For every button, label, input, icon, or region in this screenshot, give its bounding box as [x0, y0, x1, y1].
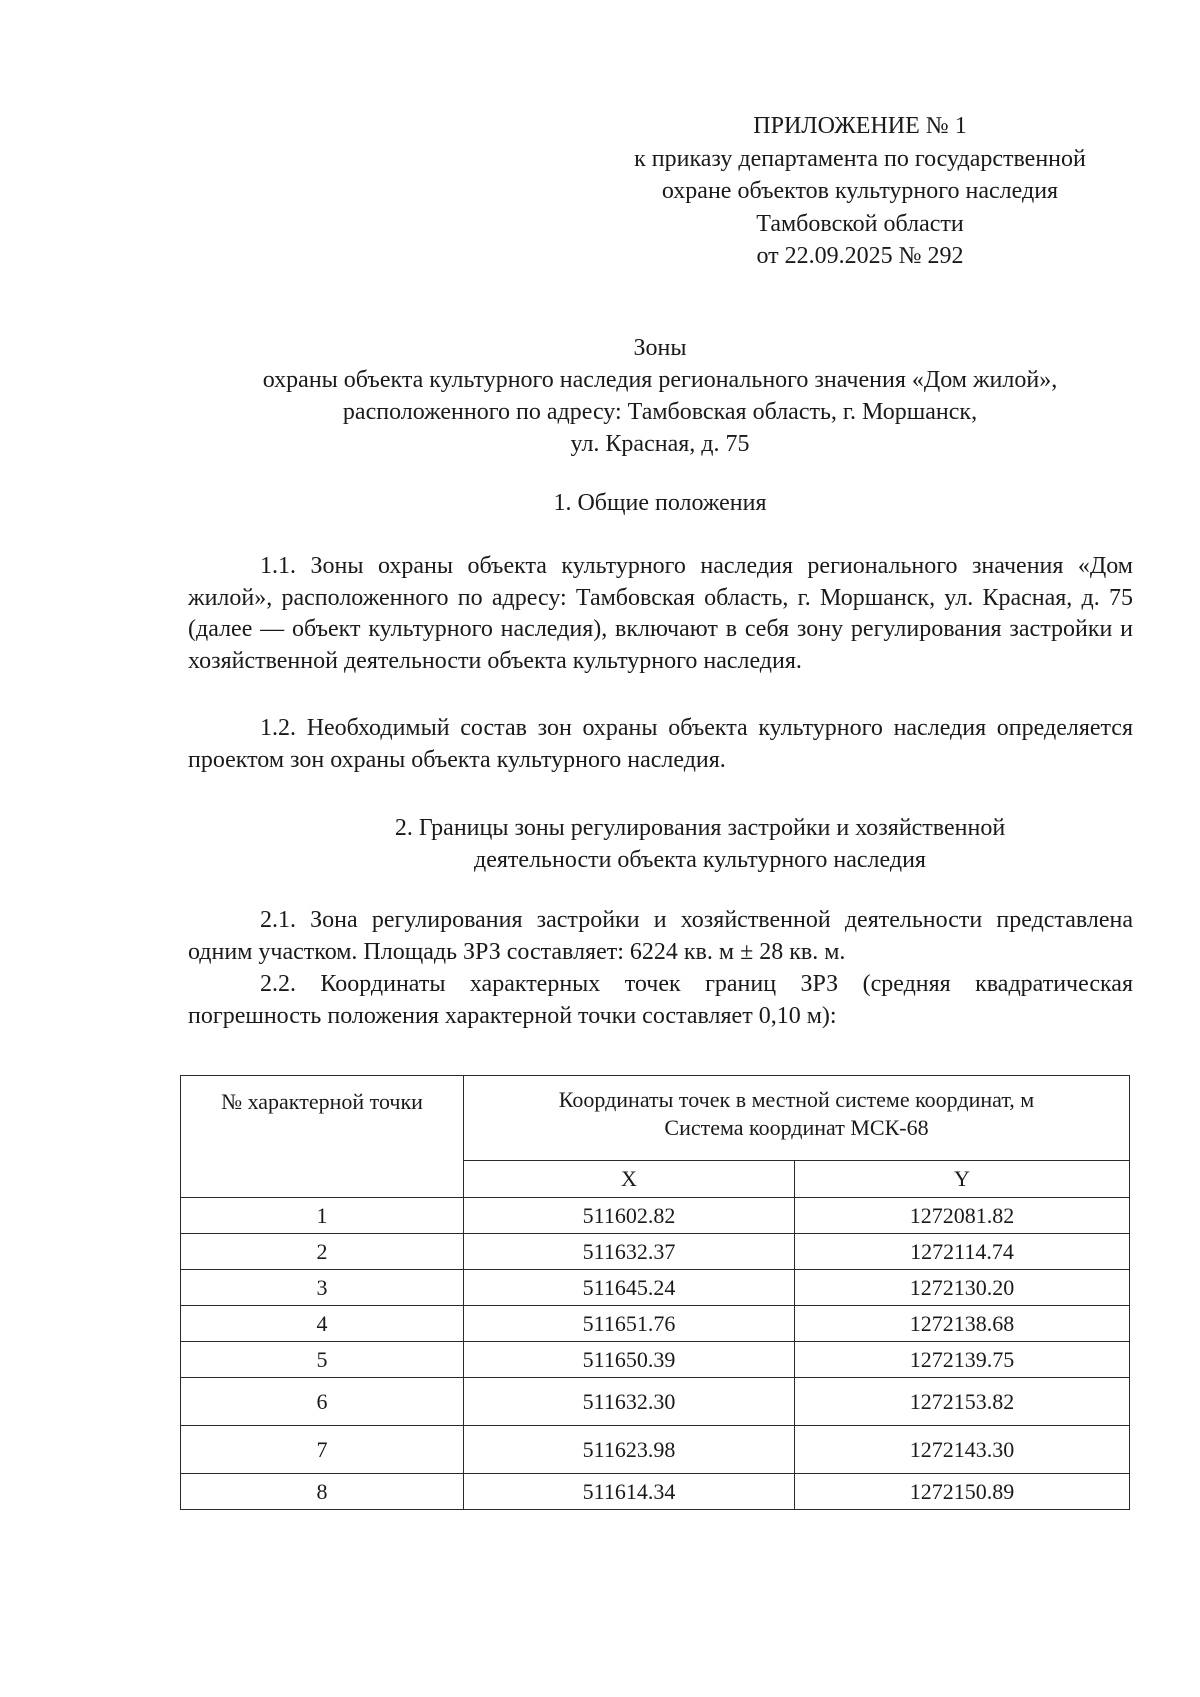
table-row: [181, 1306, 1130, 1342]
coord-x: 511651.76: [464, 1306, 795, 1342]
header-x: X: [464, 1161, 795, 1198]
paragraph-1-1: [188, 551, 1133, 677]
coord-x: 511632.37: [464, 1234, 795, 1270]
coord-x: 511645.24: [464, 1270, 795, 1306]
coord-x: 511623.98: [464, 1426, 795, 1474]
appendix-date-line: от 22.09.2025 № 292: [756, 243, 964, 269]
point-number: 7: [181, 1426, 464, 1474]
coord-y: 1272130.20: [795, 1270, 1130, 1306]
section-2-heading-line-1: 2. Границы зоны регулирования застройки и хозяйственной: [394, 815, 1006, 841]
table-row: [181, 1378, 1130, 1426]
coord-x: 511650.39: [464, 1342, 795, 1378]
point-number: 3: [181, 1270, 464, 1306]
coord-y: 1272114.74: [795, 1234, 1130, 1270]
paragraph-2-2: [188, 969, 1133, 1032]
point-number: 6: [181, 1378, 464, 1426]
coord-y: 1272150.89: [795, 1474, 1130, 1510]
header-y: Y: [795, 1161, 1130, 1198]
coord-x: 511602.82: [464, 1198, 795, 1234]
table-row: [181, 1198, 1130, 1234]
coord-y: 1272143.30: [795, 1426, 1130, 1474]
table-row: [181, 1234, 1130, 1270]
title-line-1: Зоны: [633, 335, 687, 361]
coord-y: 1272153.82: [795, 1378, 1130, 1426]
section-2-heading-line-2: деятельности объекта культурного наследия: [474, 847, 926, 873]
paragraph-2-1: [188, 905, 1133, 968]
point-number: 4: [181, 1306, 464, 1342]
header-coordinates-line-2: Система координат МСК-68: [664, 1115, 929, 1140]
document-title: [190, 332, 1130, 460]
appendix-order-line: к приказу департамента по государственной: [634, 145, 1086, 172]
appendix-region-line: Тамбовской области: [756, 210, 964, 237]
coord-x: 511614.34: [464, 1474, 795, 1510]
point-number: 5: [181, 1342, 464, 1378]
section-1-heading: 1. Общие положения: [553, 490, 767, 516]
point-number: 2: [181, 1234, 464, 1270]
appendix-department-line: охране объектов культурного наследия: [661, 178, 1059, 204]
table-row: [181, 1342, 1130, 1378]
table-row: [181, 1270, 1130, 1306]
appendix-header: [590, 110, 1130, 273]
table-row: [181, 1426, 1130, 1474]
title-line-3: расположенного по адресу: Тамбовская область, г. Моршанск,: [342, 399, 978, 425]
coord-y: 1272138.68: [795, 1306, 1130, 1342]
paragraph-1-1-text: 1.1. Зоны охраны объекта культурного наследия регионального значения «Дом жилой», расположенного по адресу: Тамбовская область, г. Моршанск, ул. Красная, д. 75 (далее — объект культурного наследия), включают в себя зону регулирования застройки и хозяйственной деятельности объекта культурного наследия.: [188, 553, 1133, 674]
coord-y: 1272081.82: [795, 1198, 1130, 1234]
paragraph-1-2: [188, 713, 1133, 776]
title-line-4: ул. Красная, д. 75: [570, 431, 750, 457]
paragraph-2-2-text: 2.2. Координаты характерных точек границ ЗРЗ (средняя квадратическая погрешность положения характерной точки составляет 0,10 м):: [188, 971, 1133, 1029]
header-coordinates: [464, 1076, 1130, 1161]
header-coordinates-line-1: Координаты точек в местной системе координат, м: [558, 1087, 1035, 1112]
point-number: 8: [181, 1474, 464, 1510]
coordinates-table: [180, 1075, 1130, 1510]
appendix-number: ПРИЛОЖЕНИЕ № 1: [753, 113, 967, 139]
title-line-2: охраны объекта культурного наследия регионального значения «Дом жилой»,: [262, 367, 1058, 393]
header-point-number: № характерной точки: [181, 1076, 464, 1198]
paragraph-2-1-text: 2.1. Зона регулирования застройки и хозяйственной деятельности представлена одним участком. Площадь ЗРЗ составляет: 6224 кв. м ± 28 кв. м.: [188, 907, 1133, 965]
table-row: [181, 1474, 1130, 1510]
point-number: 1: [181, 1198, 464, 1234]
section-2-heading: [330, 812, 1070, 876]
coord-y: 1272139.75: [795, 1342, 1130, 1378]
paragraph-1-2-text: 1.2. Необходимый состав зон охраны объекта культурного наследия определяется проектом зон охраны объекта культурного наследия.: [188, 715, 1133, 773]
coord-x: 511632.30: [464, 1378, 795, 1426]
